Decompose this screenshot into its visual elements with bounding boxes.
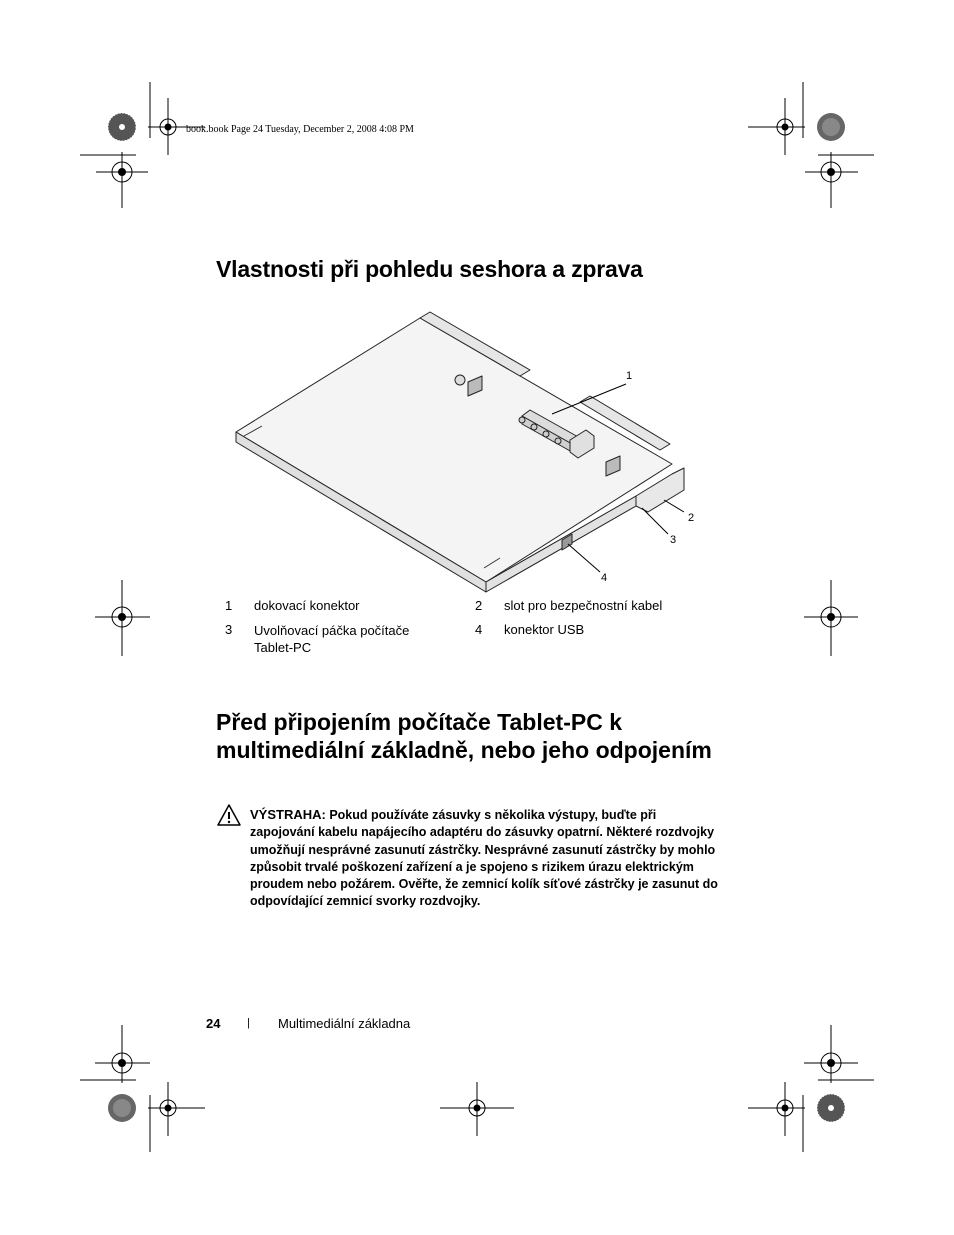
legend-num: 1 bbox=[225, 598, 233, 613]
legend-num: 2 bbox=[475, 598, 483, 613]
footer-chapter: Multimediální základna bbox=[278, 1016, 411, 1031]
warning-text: Pokud používáte zásuvky s několika výstupy, buďte při zapojování kabelu napájecího adaptéru do zásuvky opatrní. Některé rozdvojky umožňují nesprávné zasunutí zástrčky. Nesprávné zasunutí zástrčky by mohlo způsobit trvalé poškození zařízení a je spojeno s rizikem úrazu elektrickým proudem nebo požárem. Ověřte, že zemnicí kolík síťové zástrčky je zasunut do odpovídající zemnicí svorky rozdvojky. bbox=[250, 808, 718, 909]
section-title-before-connecting: Před připojením počítače Tablet-PC k multimediální základně, nebo jeho odpojením bbox=[216, 709, 712, 763]
legend-num: 4 bbox=[475, 622, 483, 637]
footer-separator: | bbox=[247, 1017, 250, 1029]
callout-3: 3 bbox=[670, 534, 677, 546]
legend-text: Uvolňovací páčka počítače Tablet-PC bbox=[254, 623, 410, 655]
legend-text: slot pro bezpečnostní kabel bbox=[504, 598, 663, 613]
section-title-top-right-view: Vlastnosti při pohledu seshora a zprava bbox=[216, 256, 643, 282]
running-header: book.book Page 24 Tuesday, December 2, 2008 4:08 PM bbox=[186, 124, 414, 135]
warning-label: VÝSTRAHA: bbox=[250, 807, 326, 822]
legend-text: konektor USB bbox=[504, 622, 585, 637]
callout-4: 4 bbox=[601, 572, 608, 584]
warning-block bbox=[250, 806, 720, 911]
warning-icon bbox=[216, 803, 242, 827]
callout-2: 2 bbox=[688, 512, 695, 524]
callout-1: 1 bbox=[626, 370, 633, 382]
legend-text: dokovací konektor bbox=[254, 598, 360, 613]
legend-num: 3 bbox=[225, 622, 233, 637]
page-number: 24 bbox=[206, 1016, 221, 1031]
